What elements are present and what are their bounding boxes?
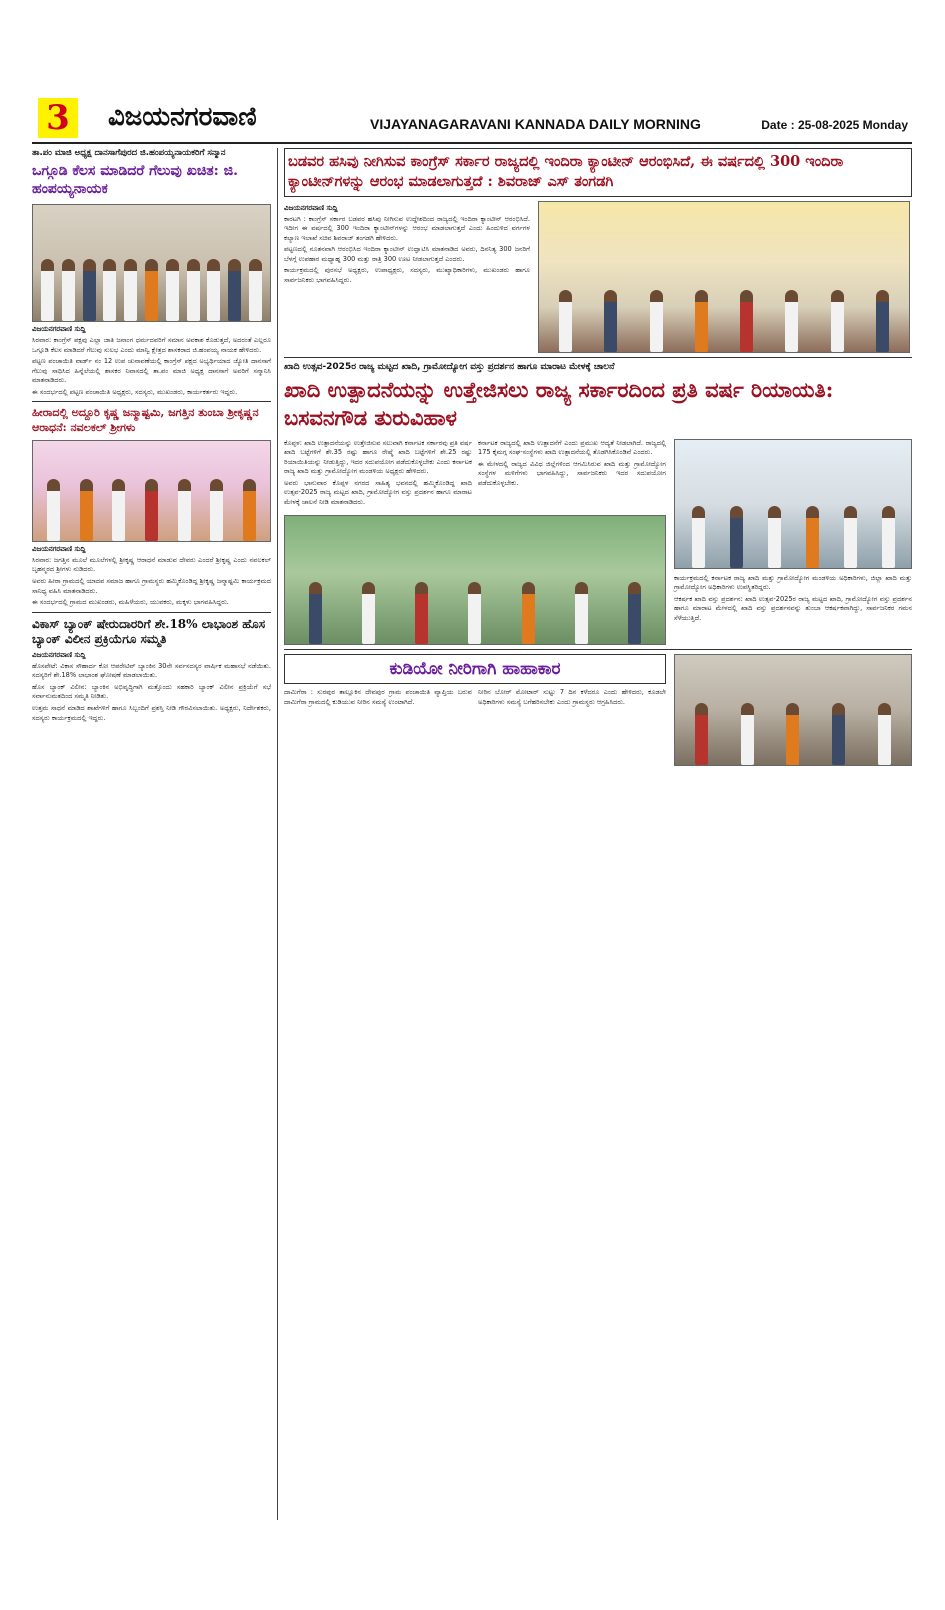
article-2-headline: ಖಾದಿ ಉತ್ಪಾದನೆಯನ್ನು ಉತ್ತೇಜಿಸಲು ರಾಜ್ಯ ಸರ್ಕಾರದಿಂದ ಪ್ರತಿ ವರ್ಷ ರಿಯಾಯತಿ: ಬಸವನಗೌಡ ತುರುವಿಹಾಳ — [284, 376, 834, 431]
story-3-byline: ವಿಜಯನಗರವಾಣಿ ಸುದ್ದಿ — [32, 650, 86, 659]
article-2-para: ಆಕರ್ಷಕ ಖಾದಿ ವಸ್ತು ಪ್ರದರ್ಶನ: ಖಾದಿ ಉತ್ಸವ-2025ರ ರಾಜ್ಯ ಮಟ್ಟದ ಖಾದಿ, ಗ್ರಾಮೋದ್ಯೋಗ ವಸ್ತು ಪ್ರದರ್ಶನ ಹಾಗೂ ಮಾರಾಟ ಮೇಳದಲ್ಲಿ ಖಾದಿ ವಸ್ತು ಪ್ರದರ್ಶನವನ್ನು ತುಂಬಾ ಆಕರ್ಷಕವಾಗಿದ್ದು, ಸಾರ್ವಜನಿಕರ ಗಮನ ಸೆಳೆಯುತ್ತಿದೆ. — [674, 594, 912, 622]
story-1-para: ಪಟ್ಟಣ ಪಂಚಾಯಿತಿ ವಾರ್ಡ್ ನಂ 12 ಉಪ ಚುನಾವಣೆಯಲ್ಲಿ ಕಾಂಗ್ರೆಸ್ ಪಕ್ಷದ ಅಭ್ಯರ್ಥಿಯಾದ ಜ್ಯೋತಿ ದಾನಸಾಗೆ ಗೆಲುವು ಸಾಧಿಸಿದ ಹಿನ್ನೆಲೆಯಲ್ಲಿ ಶಾಸಕರ ನಿವಾಸದಲ್ಲಿ ತಾ.ಪಂ ಮಾಜಿ ಅಧ್ಯಕ್ಷ ದಾನಸಾಗೆ ಅವರಿಗೆ ಸನ್ಮಾನಿಸಿ ಮಾತನಾಡಿದರು. — [32, 357, 271, 385]
story-2-photo — [32, 440, 271, 542]
story-3-para: ಹೊಸ ಬ್ಯಾಂಕ್ ವಿಲೀನ: ಬ್ಯಾಂಕಿನ ಅಭಿವೃದ್ಧಿಗಾಗಿ ಮತ್ತೊಂದು ಸಹಕಾರಿ ಬ್ಯಾಂಕ್ ವಿಲೀನ ಪ್ರಕ್ರಿಯೆಗೆ ಸಭೆ ಸರ್ವಾನುಮತದಿಂದ ಸಮ್ಮತಿ ನೀಡಿತು. — [32, 682, 271, 701]
article-3-para: ನೀರಿನ ಬೋರ್ ಮೋಟಾರ್ ಸುಟ್ಟು 7 ದಿನ ಕಳೆದರೂ ಎಂದು ಹೇಳಿದರು, ಕೂಡಲೇ ಅಧಿಕಾರಿಗಳು ಸಮಸ್ಯೆ ಬಗೆಹರಿಸಬೇಕು ಎಂದು ಗ್ರಾಮಸ್ಥರು ಆಗ್ರಹಿಸಿದರು. — [478, 688, 666, 706]
issue-date: Date : 25-08-2025 Monday — [761, 118, 908, 132]
newspaper-title-english: VIJAYANAGARAVANI KANNADA DAILY MORNING — [370, 116, 701, 132]
page-number: 3 — [38, 98, 78, 138]
story-2-para: ಅವರು ಹೀರಾ ಗ್ರಾಮದಲ್ಲಿ ಯಾದವ ಸಮಾಜ ಹಾಗೂ ಗ್ರಾಮಸ್ಥರು ಹಮ್ಮಿಕೊಂಡಿದ್ದ ಶ್ರೀಕೃಷ್ಣ ಜನ್ಮಾಷ್ಟಮಿ ಕಾರ್ಯಕ್ರಮದ ಸಾನಿಧ್ಯ ವಹಿಸಿ ಮಾತನಾಡಿದರು. — [32, 576, 271, 595]
story-2-headline: ಹೀರಾದಲ್ಲಿ ಅದ್ದೂರಿ ಕೃಷ್ಣ ಜನ್ಮಾಷ್ಟಮಿ, ಜಗತ್ತಿನ ತುಂಬಾ ಶ್ರೀಕೃಷ್ಣನ ಆರಾಧನೆ: ನವಲಕಲ್ ಶ್ರೀಗಳು — [32, 406, 259, 434]
story-2-body — [32, 556, 271, 608]
article-2-para: ಅವರು ಭಾನುವಾರ ಕೊಪ್ಪಳ ನಗರದ ಸಾಹಿತ್ಯ ಭವನದಲ್ಲಿ ಹಮ್ಮಿಕೊಂಡಿದ್ದ ಖಾದಿ ಉತ್ಸವ-2025 ರಾಜ್ಯ ಮಟ್ಟದ ಖಾದಿ, ಗ್ರಾಮೋದ್ಯೋಗ ವಸ್ತು ಪ್ರದರ್ಶನ ಹಾಗೂ ಮಾರಾಟ ಮೇಳಕ್ಕೆ ಚಾಲನೆ ನೀಡಿ ಮಾತನಾಡಿದರು. — [284, 478, 472, 506]
article-1-para: ಕಾರ್ಯಕ್ರಮದಲ್ಲಿ ಪುರಸಭೆ ಅಧ್ಯಕ್ಷರು, ಉಪಾಧ್ಯಕ್ಷರು, ಸದಸ್ಯರು, ಮುಖ್ಯಾಧಿಕಾರಿಗಳು, ಮುಖಂಡರು ಹಾಗೂ ಸಾರ್ವಜನಿಕರು ಭಾಗವಹಿಸಿದ್ದರು. — [284, 266, 530, 284]
left-column — [32, 148, 278, 1520]
story-1-para: ಈ ಸಂದರ್ಭದಲ್ಲಿ ಪಟ್ಟಣ ಪಂಚಾಯಿತಿ ಅಧ್ಯಕ್ಷರು, ಸದಸ್ಯರು, ಮುಖಂಡರು, ಕಾರ್ಯಕರ್ತರು ಇದ್ದರು. — [32, 387, 238, 396]
divider — [32, 401, 271, 402]
article-2-para: ಈ ಮೇಳದಲ್ಲಿ ರಾಜ್ಯದ ವಿವಿಧ ಜಿಲ್ಲೆಗಳಿಂದ ಆಗಮಿಸಿರುವ ಖಾದಿ ಮತ್ತು ಗ್ರಾಮೋದ್ಯೋಗ ಸಂಸ್ಥೆಗಳ ಮಳಿಗೆಗಳು ಭಾಗವಹಿಸಿದ್ದು, ಸಾರ್ವಜನಿಕರು ಇದರ ಸದುಪಯೋಗ ಪಡೆದುಕೊಳ್ಳಬೇಕು. — [478, 459, 666, 487]
newspaper-title-kannada: ವಿಜಯನಗರವಾಣಿ — [108, 102, 257, 132]
article-1-headline: ಬಡವರ ಹಸಿವು ನೀಗಿಸುವ ಕಾಂಗ್ರೆಸ್ ಸರ್ಕಾರ ರಾಜ್ಯದಲ್ಲಿ ಇಂದಿರಾ ಕ್ಯಾಂಟೀನ್ ಆರಂಭಿಸಿದೆ, ಈ ವರ್ಷದಲ್ಲಿ 300 ಇಂದಿರಾ ಕ್ಯಾಂಟೀನ್‌ಗಳನ್ನು ಆರಂಭ ಮಾಡಲಾಗುತ್ತದೆ : ಶಿವರಾಜ್ ಎಸ್ ತಂಗಡಗಿ — [288, 153, 844, 191]
article-1-body — [284, 215, 530, 286]
article-1-para: ಪಟ್ಟಣದಲ್ಲಿ ನೂತನವಾಗಿ ಆರಂಭಿಸಿದ ಇಂದಿರಾ ಕ್ಯಾಂಟೀನ್ ಉದ್ಘಾಟಿಸಿ ಮಾತನಾಡಿದ ಅವರು, ದಿನನಿತ್ಯ 300 ಜನರಿಗೆ ಬೆಳಗ್ಗೆ ಉಪಹಾರ ಮಧ್ಯಾಹ್ನ 300 ಮತ್ತು ರಾತ್ರಿ 300 ಊಟ ನೀಡಲಾಗುತ್ತದೆ ಎಂದರು. — [284, 245, 530, 263]
story-1-kicker: ತಾ.ಪಂ ಮಾಜಿ ಅಧ್ಯಕ್ಷ ದಾನಸಾಗೆಪುರದ ಜಿ.ಹಂಪಯ್ಯನಾಯಕರಿಗೆ ಸನ್ಮಾನ — [32, 148, 226, 158]
article-2-para: ಕಾರ್ಯಕ್ರಮದಲ್ಲಿ ಕರ್ನಾಟಕ ರಾಜ್ಯ ಖಾದಿ ಮತ್ತು ಗ್ರಾಮೋದ್ಯೋಗ ಮಂಡಳಿಯ ಅಧಿಕಾರಿಗಳು, ಜಿಲ್ಲಾ ಖಾದಿ ಮತ್ತು ಗ್ರಾಮೋದ್ಯೋಗ ಅಧಿಕಾರಿಗಳು ಉಪಸ್ಥಿತರಿದ್ದರು. — [674, 573, 912, 592]
article-2-inset-photo — [284, 515, 666, 645]
article-3-headline: ಕುಡಿಯೋ ನೀರಿಗಾಗಿ ಹಾಹಾಕಾರ — [389, 659, 561, 680]
article-drinking-water — [284, 654, 912, 766]
divider — [284, 357, 912, 358]
article-2-kicker: ಖಾದಿ ಉತ್ಸವ-2025ರ ರಾಜ್ಯ ಮಟ್ಟದ ಖಾದಿ, ಗ್ರಾಮೋದ್ಯೋಗ ವಸ್ತು ಪ್ರದರ್ಶನ ಹಾಗೂ ಮಾರಾಟ ಮೇಳಕ್ಕೆ ಚಾಲನೆ — [284, 361, 615, 372]
story-2-para: ಸಿರವಾರ: ಜಗತ್ತಿನ ಮೂಲೆ ಮೂಲೆಗಳಲ್ಲಿ ಶ್ರೀಕೃಷ್ಣ ಆರಾಧನೆ ಮಾಡುವ ದೇವರು ಎಂದರೆ ಶ್ರೀಕೃಷ್ಣ ಎಂದು ನವಲಕಲ್ ಬೃಹನ್ಮಠದ ಶ್ರೀಗಳು ನುಡಿದರು. — [32, 555, 271, 574]
story-2-byline: ವಿಜಯನಗರವಾಣಿ ಸುದ್ದಿ — [32, 544, 86, 553]
masthead — [32, 96, 912, 144]
story-3-para: ಹೊಸಪೇಟೆ: ವಿಕಾಸ ಸೌಹಾರ್ದ ಕೋ ಆಪರೇಟಿವ್ ಬ್ಯಾಂಕಿನ 30ನೇ ಸರ್ವಸದಸ್ಯರ ವಾರ್ಷಿಕ ಮಹಾಸಭೆ ನಡೆಯಿತು. ಸದಸ್ಯರಿಗೆ ಶೇ.18% ಲಾಭಾಂಶ ಘೋಷಣೆ ಮಾಡಲಾಯಿತು. — [32, 661, 271, 680]
article-1-photo — [538, 201, 910, 353]
story-3-body — [32, 662, 271, 723]
story-2-para: ಈ ಸಂದರ್ಭದಲ್ಲಿ ಗ್ರಾಮದ ಮುಖಂಡರು, ಮಹಿಳೆಯರು, ಯುವಕರು, ಮಕ್ಕಳು ಭಾಗವಹಿಸಿದ್ದರು. — [32, 598, 229, 607]
article-3-photo — [674, 654, 912, 766]
story-1-para: ಸಿರವಾರ: ಕಾಂಗ್ರೆಸ್ ಪಕ್ಷವು ಎಲ್ಲಾ ಜಾತಿ ಜನಾಂಗ ಧರ್ಮದವರಿಗೆ ಸಮಾನ ಅವಕಾಶ ಕೊಡುತ್ತದೆ, ಅದರಂತೆ ಎಲ್ಲರೂ ಒಗ್ಗೂಡಿ ಕೆಲಸ ಮಾಡಿದರೆ ಗೆಲುವು ಸುಲಭ ಎಂದು ಮಾನ್ವಿ ಕ್ಷೇತ್ರದ ಶಾಸಕರಾದ ಜಿ.ಹಂಪಯ್ಯ ನಾಯಕ ಹೇಳಿದರು. — [32, 336, 271, 354]
article-1-byline: ವಿಜಯನಗರವಾಣಿ ಸುದ್ದಿ — [284, 203, 338, 212]
article-3-para: ದಾಮಿಗೆರಾ : ಸುರಪುರ ತಾಲ್ಲೂಕಿನ ದೇವಪುರ ಗ್ರಾಮ ಪಂಚಾಯಿತಿ ವ್ಯಾಪ್ತಿಯ ಬರುವ ದಾಮಿಗೆರಾ ಗ್ರಾಮದಲ್ಲಿ ಕುಡಿಯುವ ನೀರಿನ ಸಮಸ್ಯೆ ಉಂಟಾಗಿದೆ. — [284, 688, 472, 706]
article-indira-canteen — [284, 148, 912, 197]
story-1-photo — [32, 204, 271, 322]
story-1-byline: ವಿಜಯನಗರವಾಣಿ ಸುದ್ದಿ — [32, 325, 86, 333]
divider — [32, 612, 271, 613]
article-2-para: ಕರ್ನಾಟಕ ರಾಜ್ಯದಲ್ಲಿ ಖಾದಿ ಉತ್ಪಾದನೆಗೆ ಎಂದು ಪ್ರಮುಖ ಆದ್ಯತೆ ನೀಡಲಾಗಿದೆ. ರಾಜ್ಯದಲ್ಲಿ 175 ಕೈಮಗ್ಗ ಸಂಘ-ಸಂಸ್ಥೆಗಳು ಖಾದಿ ಉತ್ಪಾದನೆಯಲ್ಲಿ ತೊಡಗಿಸಿಕೊಂಡಿವೆ ಎಂದರು. — [478, 438, 666, 457]
divider — [284, 649, 912, 650]
story-1-body — [32, 336, 271, 397]
main-area — [284, 148, 912, 1520]
story-3-para: ಉತ್ತಮ ಸಾಧನೆ ಮಾಡಿದ ಶಾಖೆಗಳಿಗೆ ಹಾಗೂ ಸಿಬ್ಬಂದಿಗೆ ಪ್ರಶಸ್ತಿ ನೀಡಿ ಗೌರವಿಸಲಾಯಿತು. ಅಧ್ಯಕ್ಷರು, ನಿರ್ದೇಶಕರು, ಸದಸ್ಯರು ಕಾರ್ಯಕ್ರಮದಲ್ಲಿ ಇದ್ದರು. — [32, 703, 271, 722]
story-1-headline: ಒಗ್ಗೂಡಿ ಕೆಲಸ ಮಾಡಿದರೆ ಗೆಲುವು ಖಚಿತ: ಜಿ. ಹಂಪಯ್ಯನಾಯಕ — [32, 162, 238, 197]
article-khadi — [284, 362, 912, 646]
article-2-photo — [674, 439, 912, 569]
article-2-para: ಕೊಪ್ಪಳ: ಖಾದಿ ಉತ್ಪಾದನೆಯನ್ನು ಉತ್ತೇಜಿಸುವ ಸಲುವಾಗಿ ಕರ್ನಾಟಕ ಸರ್ಕಾರವು ಪ್ರತಿ ವರ್ಷ ಖಾದಿ ಬಟ್ಟೆಗಳಿಗೆ ಶೇ.35 ರಷ್ಟು ಹಾಗೂ ರೇಷ್ಮೆ ಖಾದಿ ಬಟ್ಟೆಗಳಿಗೆ ಶೇ.25 ರಷ್ಟು ರಿಯಾಯಿತಿಯನ್ನು ನೀಡುತ್ತಿದ್ದು, ಇದರ ಸದುಪಯೋಗ ಪಡೆದುಕೊಳ್ಳಬೇಕು ಎಂದು ಕರ್ನಾಟಕ ರಾಜ್ಯ ಖಾದಿ ಮತ್ತು ಗ್ರಾಮೋದ್ಯೋಗ ಮಂಡಳಿಯ ಅಧ್ಯಕ್ಷರು ಹೇಳಿದರು. — [284, 438, 472, 476]
story-3-headline: ವಿಕಾಸ್ ಬ್ಯಾಂಕ್ ಷೇರುದಾರರಿಗೆ ಶೇ.18% ಲಾಭಾಂಶ ಹೊಸ ಬ್ಯಾಂಕ್ ವಿಲೀನ ಪ್ರಕ್ರಿಯೆಗೂ ಸಮ್ಮತಿ — [32, 616, 266, 647]
article-1-para: ಕಾರಟಗಿ : ಕಾಂಗ್ರೆಸ್ ಸರ್ಕಾರ ಬಡವರ ಹಸಿವು ನೀಗಿಸುವ ಉದ್ದೇಶದಿಂದ ರಾಜ್ಯದಲ್ಲಿ ಇಂದಿರಾ ಕ್ಯಾಂಟೀನ್ ಆರಂಭಿಸಿದೆ. ಇದೀಗ ಈ ವರ್ಷದಲ್ಲಿ 300 ಇಂದಿರಾ ಕ್ಯಾಂಟೀನ್‌ಗಳನ್ನು ಆರಂಭ ಮಾಡಲಾಗುತ್ತದೆ ಎಂದು ಹಿಂದುಳಿದ ವರ್ಗಗಳ ಕಲ್ಯಾಣ ಇಲಾಖೆ ಸಚಿವ ಶಿವರಾಜ್ ತಂಗಡಗಿ ಹೇಳಿದರು. — [284, 214, 530, 242]
